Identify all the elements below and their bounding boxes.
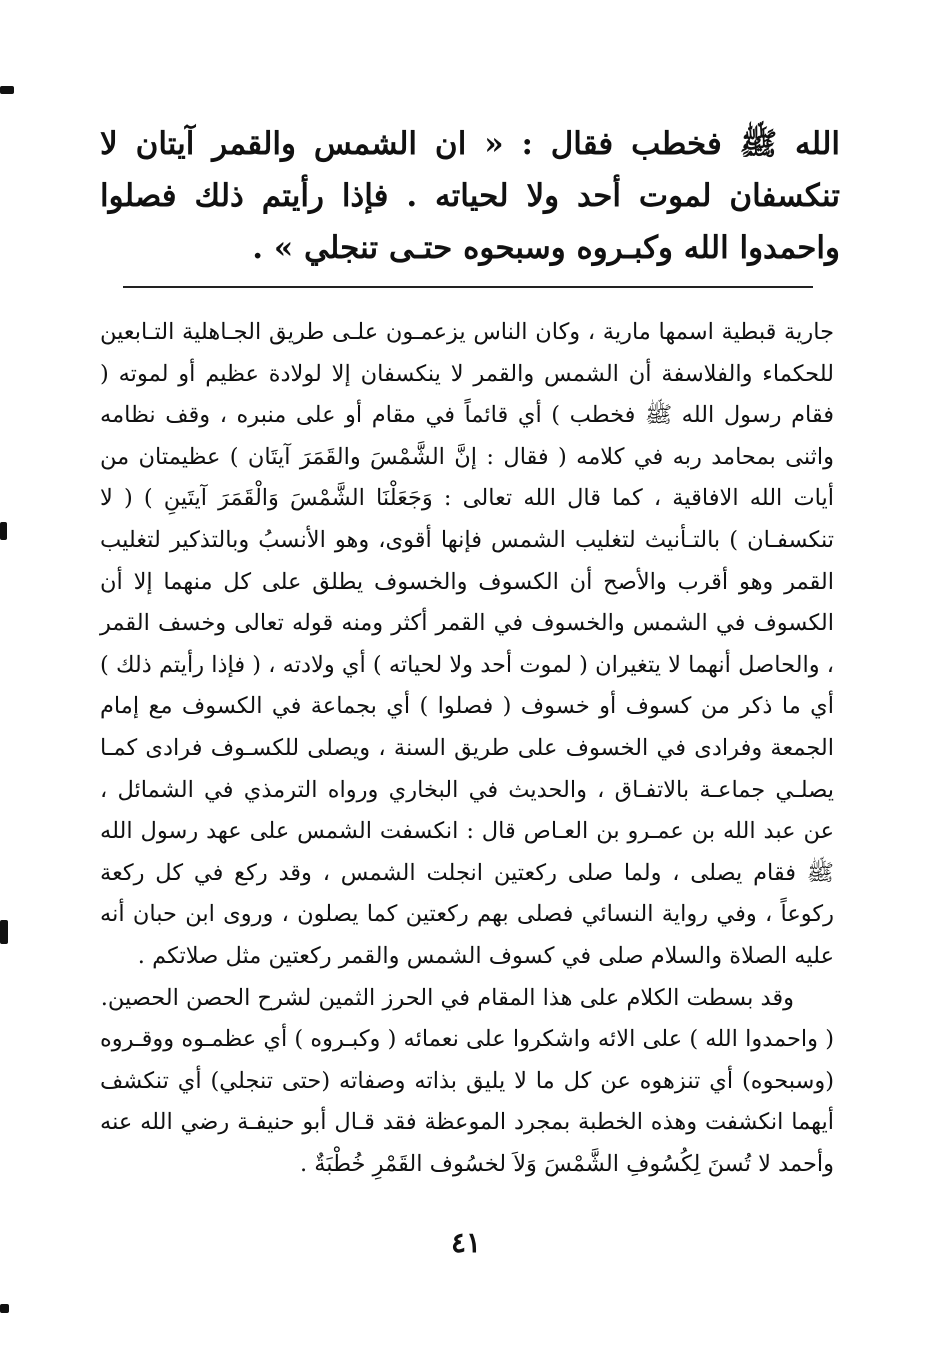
hadith-text: [100, 118, 840, 274]
commentary-paragraph-3: ( واحمدوا الله ) على الائه واشكروا على نعمائه ( وكبـروه ) أي عظمـوه ووقـروه (وسبحوه) أي تنزهوه عن كل ما لا يليق بذاته وصفاته (حتى تنجلي) أي تنكشف أيهما انكشفت وهذه الخطبة بمجرد الموعظة فقد قـال أبو حنيفـة رضي الله عنه وأحمد لا تُسنَ لِكُسُوفِ الشَّمْسَ وَلاَ لخسُوف القَمْرِ خُطْبَةٌ .: [100, 1026, 834, 1177]
commentary-text: [100, 312, 834, 1185]
commentary-paragraph-2: وقد بسطت الكلام على هذا المقام في الحرز الثمين لشرح الحصن الحصين.: [100, 984, 794, 1011]
footnote-separator: [123, 286, 813, 288]
commentary-paragraph-1: جارية قبطية اسمها مارية ، وكان الناس يزعمـون علـى طريق الجـاهلية التـابعين للحكماء والفلاسفة أن الشمس والقمر لا ينكسفان إلا لولادة عظيم أو لموته ( فقام رسول الله ﷺ فخطب ) أي قائماً في مقام أو على منبره ، وقف نظامه واثنى بمحامد ربه في كلامه ( فقال : إنَّ الشَّمْسَ والقَمَرَ آيتَان ) عظيمتان من أيات الله الافاقية ، كما قال الله تعالى : وَجَعَلْنَا الشَّمْسَ وَالْقَمَرَ آيتَينِ ) ( لا تنكسفـان ) بالتـأنيث لتغليب الشمس فإنها أقوى، وهو الأنسبُ وبالتذكير لتغليب القمر وهو أقرب والأصح أن الكسوف والخسوف يطلق على كل منهما إلا أن الكسوف في الشمس والخسوف في القمر أكثر ومنه قوله تعالى وخسف القمر ، والحاصل أنهما لا يتغيران ( لموت أحد ولا لحياته ) أي ولادته ، ( فإذا رأيتم ذلك ) أي ما ذكر من كسوف أو خسوف ( فصلوا ) أي بجماعة في الكسوف مع إمام الجمعة وفرادى في الخسوف على طريق السنة ، ويصلى للكسـوف فرادى كمـا يصلـي جماعـة بالاتفـاق ، والحديث في البخاري ورواه الترمذي في الشمائل ، عن عبد الله بن عمـرو بن العـاص قال : انكسفت الشمس على عهد رسول الله ﷺ فقام يصلى ، ولما صلى ركعتين انجلت الشمس ، وقد ركع في كل ركعة ركوعاً ، وفي رواية النسائي فصلى بهم ركعتين كما يصلون ، وروى ابن حبان أنه عليه الصلاة والسلام صلى في كسوف الشمس والقمر ركعتين مثل صلاتكم .: [100, 319, 834, 969]
hadith-paragraph: الله ﷺ فخطب فقال : « ان الشمس والقمر آيتان لا تنكسفان لموت أحد ولا لحياته . فإذا رأيتم ذلك فصلوا واحمدوا الله وكبـروه وسبحوه حتـى تنجلي » .: [100, 126, 840, 266]
page-number: ٤١: [450, 1226, 482, 1259]
scan-edge-mark-middle: [0, 522, 7, 540]
scan-edge-mark-lower: [0, 920, 8, 944]
scan-edge-mark-bottom: [0, 1304, 9, 1313]
scan-edge-mark-top: [0, 86, 14, 94]
